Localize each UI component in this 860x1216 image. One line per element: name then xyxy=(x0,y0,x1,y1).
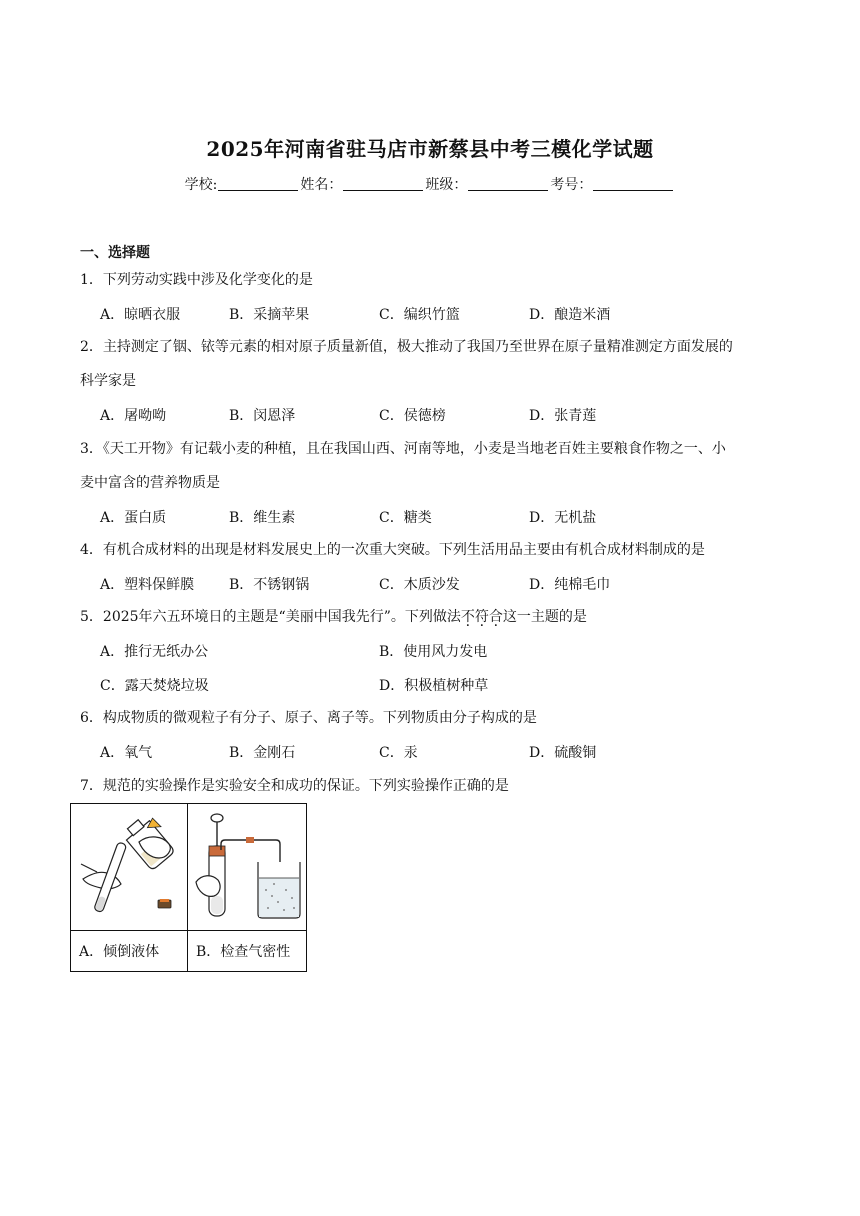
emphasized-text xyxy=(461,609,503,625)
option-a: A．氧气 xyxy=(100,745,153,761)
emphasized-char: 不 xyxy=(460,609,475,625)
option-c: C．糖类 xyxy=(379,510,432,526)
option-d: D．积极植树种草 xyxy=(379,678,489,694)
option-b: B．采摘苹果 xyxy=(229,307,310,323)
question-text: 规范的实验操作是实验安全和成功的保证。下列实验操作正确的是 xyxy=(102,778,509,794)
question-number: 3． xyxy=(80,441,103,457)
question-number: 5． xyxy=(80,609,103,625)
question-3-stem-cont: 麦中富含的营养物质是 xyxy=(80,475,220,491)
option-d: D．酿造米酒 xyxy=(529,307,611,323)
page-title: 2025年河南省驻马店市新蔡县中考三模化学试题 xyxy=(206,137,654,161)
question-number: 7． xyxy=(80,778,103,794)
school-label: 学校: xyxy=(184,177,218,193)
class-blank xyxy=(468,176,548,191)
name-blank xyxy=(343,176,423,191)
name-label: 姓名： xyxy=(300,177,343,193)
question-text: 下列劳动实践中涉及化学变化的是 xyxy=(102,272,313,288)
question-7-stem xyxy=(80,769,509,803)
question-3-stem xyxy=(80,432,726,466)
option-c: C．编织竹篮 xyxy=(379,307,460,323)
option-b: B．不锈钢锅 xyxy=(229,577,310,593)
option-a: A．屠呦呦 xyxy=(100,408,167,424)
pour-liquid-figure xyxy=(71,804,188,931)
class-label: 班级： xyxy=(425,177,468,193)
exam-number-blank xyxy=(593,176,673,191)
option-b: B．金刚石 xyxy=(229,745,296,761)
option-a: A．晾晒衣服 xyxy=(100,307,181,323)
option-c: C．木质沙发 xyxy=(379,577,460,593)
question-6-stem xyxy=(80,701,537,735)
question-number: 1． xyxy=(80,272,103,288)
emphasized-char: 符 xyxy=(474,609,489,625)
question-text-end: 这一主题的是 xyxy=(502,609,587,625)
option-a: A．塑料保鲜膜 xyxy=(100,577,195,593)
option-d: D．纯棉毛巾 xyxy=(529,577,611,593)
exam-number-label: 考号： xyxy=(550,177,593,193)
option-b: B．使用风力发电 xyxy=(379,644,488,660)
caption-b: B．检查气密性 xyxy=(188,931,307,972)
question-text: 构成物质的微观粒子有分子、原子、离子等。下列物质由分子构成的是 xyxy=(102,710,537,726)
airtightness-figure xyxy=(188,804,307,931)
option-d: D．张青莲 xyxy=(529,408,597,424)
question-2-stem-cont: 科学家是 xyxy=(80,373,136,389)
section-heading: 一、选择题 xyxy=(80,245,150,261)
emphasized-char: 合 xyxy=(488,609,503,625)
option-c: C．露天焚烧垃圾 xyxy=(100,678,209,694)
option-b: B．维生素 xyxy=(229,510,296,526)
question-number: 2． xyxy=(80,339,103,355)
option-a: A．推行无纸办公 xyxy=(100,644,209,660)
question-1-stem xyxy=(80,263,313,297)
student-info-line xyxy=(0,174,860,194)
caption-a: A．倾倒液体 xyxy=(71,931,188,972)
question-7-figure-table xyxy=(70,803,307,972)
school-blank xyxy=(218,176,298,191)
option-b: B．闵恩泽 xyxy=(229,408,296,424)
option-d: D．硫酸铜 xyxy=(529,745,597,761)
question-2-stem xyxy=(80,330,733,364)
option-c: C．侯德榜 xyxy=(379,408,446,424)
option-c: C．汞 xyxy=(379,745,418,761)
question-number: 4． xyxy=(80,542,103,558)
airtightness-illustration xyxy=(188,804,306,930)
question-5-stem xyxy=(80,600,587,634)
question-text: 有机合成材料的出现是材料发展史上的一次重大突破。下列生活用品主要由有机合成材料制成的是 xyxy=(102,542,705,558)
question-number: 6． xyxy=(80,710,103,726)
option-a: A．蛋白质 xyxy=(100,510,167,526)
question-4-stem xyxy=(80,533,705,567)
question-text: 《天工开物》有记载小麦的种植，且在我国山西、河南等地，小麦是当地老百姓主要粮食作物之一、小 xyxy=(102,441,726,457)
question-text: 2025年六五环境日的主题是“美丽中国我先行”。下列做法 xyxy=(102,609,461,625)
question-text: 主持测定了铟、铱等元素的相对原子质量新值，极大推动了我国乃至世界在原子量精准测定方面发展的 xyxy=(102,339,733,355)
option-d: D．无机盐 xyxy=(529,510,597,526)
pour-liquid-illustration xyxy=(71,804,187,930)
